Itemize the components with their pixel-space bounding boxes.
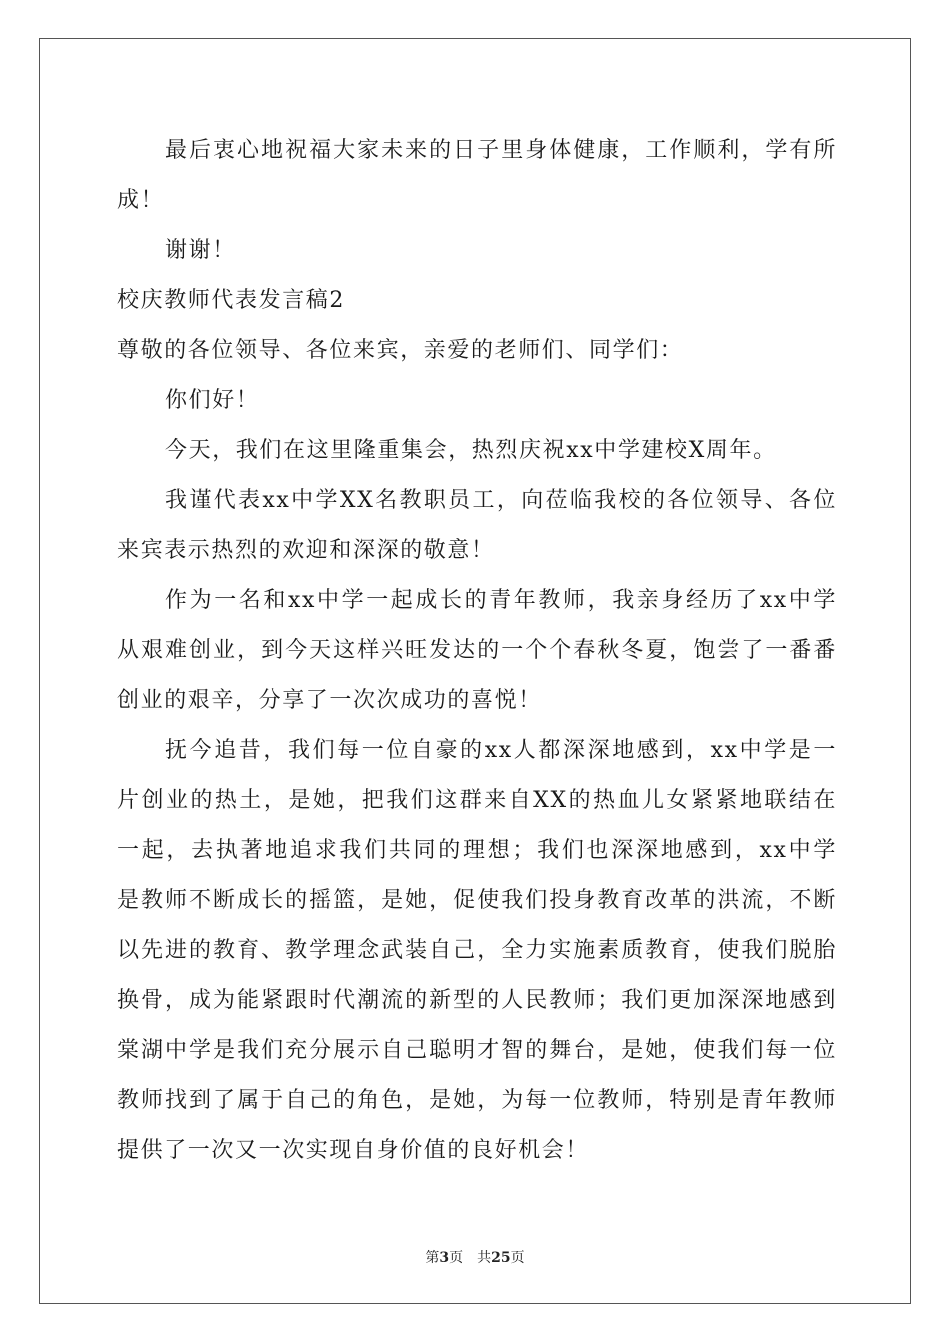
footer-page-prefix: 第 bbox=[425, 1250, 440, 1266]
text-line: 创业的艰辛，分享了一次次成功的喜悦！ bbox=[117, 688, 542, 713]
footer-page-number: 3 bbox=[439, 1250, 450, 1266]
text-line: 抚今追昔，我们每一位自豪的xx人都深深地感到，xx中学是一 bbox=[165, 738, 837, 763]
document-body bbox=[117, 126, 837, 1176]
text-line: 棠湖中学是我们充分展示自己聪明才智的舞台，是她，使我们每一位 bbox=[117, 1038, 837, 1063]
text-line: 作为一名和xx中学一起成长的青年教师，我亲身经历了xx中学 bbox=[165, 588, 837, 613]
text-line: 换骨，成为能紧跟时代潮流的新型的人民教师；我们更加深深地感到 bbox=[117, 988, 837, 1013]
text-line: 谢谢！ bbox=[165, 238, 236, 263]
page-footer bbox=[0, 1247, 950, 1267]
footer-total-pages: 25 bbox=[491, 1250, 511, 1266]
text-line: 你们好！ bbox=[165, 388, 260, 413]
text-line: 从艰难创业，到今天这样兴旺发达的一个个春秋冬夏，饱尝了一番番 bbox=[117, 638, 837, 663]
text-line: 来宾表示热烈的欢迎和深深的敬意！ bbox=[117, 538, 495, 563]
text-line: 校庆教师代表发言稿2 bbox=[117, 288, 345, 313]
text-line: 最后衷心地祝福大家未来的日子里身体健康，工作顺利，学有所 bbox=[165, 138, 837, 163]
text-line: 一起，去执著地追求我们共同的理想；我们也深深地感到，xx中学 bbox=[117, 838, 837, 863]
text-line: 尊敬的各位领导、各位来宾，亲爱的老师们、同学们： bbox=[117, 338, 684, 363]
footer-total-suffix: 页 bbox=[510, 1250, 525, 1266]
text-line: 成！ bbox=[117, 188, 165, 213]
text-line: 片创业的热土，是她，把我们这群来自XX的热血儿女紧紧地联结在 bbox=[117, 788, 837, 813]
text-line: 我谨代表xx中学XX名教职员工，向莅临我校的各位领导、各位 bbox=[165, 488, 837, 513]
footer-page-suffix: 页 bbox=[449, 1250, 464, 1266]
text-line: 是教师不断成长的摇篮，是她，促使我们投身教育改革的洪流，不断 bbox=[117, 888, 837, 913]
text-line: 今天，我们在这里隆重集会，热烈庆祝xx中学建校X周年。 bbox=[165, 438, 777, 463]
footer-total-prefix: 共 bbox=[477, 1250, 492, 1266]
text-line: 以先进的教育、教学理念武装自己，全力实施素质教育，使我们脱胎 bbox=[117, 938, 837, 963]
text-line: 提供了一次又一次实现自身价值的良好机会！ bbox=[117, 1138, 590, 1163]
text-line: 教师找到了属于自己的角色，是她，为每一位教师，特别是青年教师 bbox=[117, 1088, 837, 1113]
